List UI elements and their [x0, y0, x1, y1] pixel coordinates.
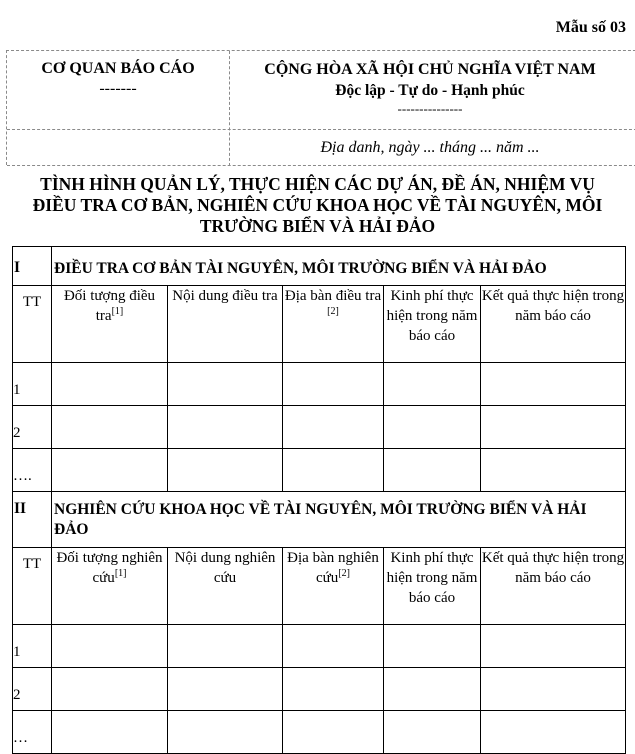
title-line-1: TÌNH HÌNH QUẢN LÝ, THỰC HIỆN CÁC DỰ ÁN, ĐỀ ÁN, NHIỆM VỤ: [40, 174, 595, 194]
cell[interactable]: [481, 668, 626, 711]
col-subject-label: Đối tượng điều tra: [63, 288, 156, 324]
nation-block: [230, 59, 630, 117]
col-area-label: Địa bàn điều tra: [284, 288, 382, 304]
nation-name: CỘNG HÒA XÃ HỘI CHỦ NGHĨA VIỆT NAM: [264, 61, 596, 78]
row-number: ….: [13, 449, 52, 492]
cell[interactable]: [168, 711, 283, 754]
header-bottom-border: [7, 165, 635, 166]
section-2-row: [13, 492, 626, 548]
header-table: [6, 50, 635, 165]
section-1-row: [13, 247, 626, 286]
cell[interactable]: [168, 363, 283, 406]
col-content: Nội dung điều tra: [168, 286, 283, 363]
place-date: Địa danh, ngày ... tháng ... năm ...: [320, 139, 540, 156]
section-2-number: II: [13, 492, 52, 548]
row-number: 2: [13, 668, 52, 711]
cell[interactable]: [52, 668, 168, 711]
cell[interactable]: [168, 406, 283, 449]
cell[interactable]: [481, 625, 626, 668]
col-budget: Kinh phí thực hiện trong năm báo cáo: [384, 548, 481, 625]
cell[interactable]: [481, 711, 626, 754]
report-title: [0, 174, 635, 237]
col-tt: TT: [13, 548, 52, 625]
col-result: Kết quả thực hiện trong năm báo cáo: [481, 548, 626, 625]
footnote-2[interactable]: [2]: [327, 306, 339, 317]
section-1-label: ĐIỀU TRA CƠ BẢN TÀI NGUYÊN, MÔI TRƯỜNG BIỂN VÀ HẢI ĐẢO: [52, 247, 626, 286]
cell[interactable]: [384, 668, 481, 711]
cell[interactable]: [283, 449, 384, 492]
col-subject: [52, 548, 168, 625]
cell[interactable]: [283, 668, 384, 711]
table-row: [13, 406, 626, 449]
col-area-label: Địa bàn nghiên cứu: [287, 550, 379, 586]
cell[interactable]: [52, 449, 168, 492]
cell[interactable]: [52, 363, 168, 406]
col-result: Kết quả thực hiện trong năm báo cáo: [481, 286, 626, 363]
agency-separator: -------: [99, 80, 137, 97]
row-number: …: [13, 711, 52, 754]
agency-block: [7, 59, 229, 99]
section-2-header-row: [13, 548, 626, 625]
cell[interactable]: [168, 625, 283, 668]
col-subject-label: Đối tượng nghiên cứu: [56, 550, 163, 586]
header-row-divider: [7, 129, 635, 130]
agency-name: CƠ QUAN BÁO CÁO: [41, 60, 195, 77]
table-row: [13, 668, 626, 711]
table-row: [13, 449, 626, 492]
col-area: [283, 548, 384, 625]
footnote-2[interactable]: [2]: [338, 568, 350, 579]
table-row: [13, 711, 626, 754]
cell[interactable]: [384, 449, 481, 492]
cell[interactable]: [384, 406, 481, 449]
cell[interactable]: [283, 363, 384, 406]
section-2-label: NGHIÊN CỨU KHOA HỌC VỀ TÀI NGUYÊN, MÔI TRƯỜNG BIỂN VÀ HẢI ĐẢO: [52, 492, 626, 548]
cell[interactable]: [52, 625, 168, 668]
cell[interactable]: [168, 668, 283, 711]
col-content: Nội dung nghiên cứu: [168, 548, 283, 625]
title-line-3: TRƯỜNG BIỂN VÀ HẢI ĐẢO: [199, 216, 436, 236]
title-line-2: ĐIỀU TRA CƠ BẢN, NGHIÊN CỨU KHOA HỌC VỀ TÀI NGUYÊN, MÔI: [32, 195, 603, 215]
cell[interactable]: [168, 449, 283, 492]
motto: Độc lập - Tự do - Hạnh phúc: [335, 82, 525, 99]
row-number: 1: [13, 625, 52, 668]
col-subject: [52, 286, 168, 363]
section-1-number: I: [13, 247, 52, 286]
footnote-1[interactable]: [1]: [114, 568, 127, 579]
cell[interactable]: [481, 406, 626, 449]
footnote-1[interactable]: [1]: [111, 306, 124, 317]
cell[interactable]: [384, 363, 481, 406]
row-number: 1: [13, 363, 52, 406]
cell[interactable]: [283, 406, 384, 449]
col-tt: TT: [13, 286, 52, 363]
cell[interactable]: [481, 449, 626, 492]
section-1-header-row: [13, 286, 626, 363]
col-budget: Kinh phí thực hiện trong năm báo cáo: [384, 286, 481, 363]
motto-separator: ---------------: [397, 101, 463, 116]
cell[interactable]: [283, 711, 384, 754]
cell[interactable]: [52, 711, 168, 754]
cell[interactable]: [384, 625, 481, 668]
cell[interactable]: [481, 363, 626, 406]
row-number: 2: [13, 406, 52, 449]
report-table: [12, 246, 626, 754]
cell[interactable]: [283, 625, 384, 668]
form-number: Mẫu số 03: [555, 19, 626, 36]
col-area: [283, 286, 384, 363]
cell[interactable]: [384, 711, 481, 754]
table-row: [13, 625, 626, 668]
cell[interactable]: [52, 406, 168, 449]
table-row: [13, 363, 626, 406]
